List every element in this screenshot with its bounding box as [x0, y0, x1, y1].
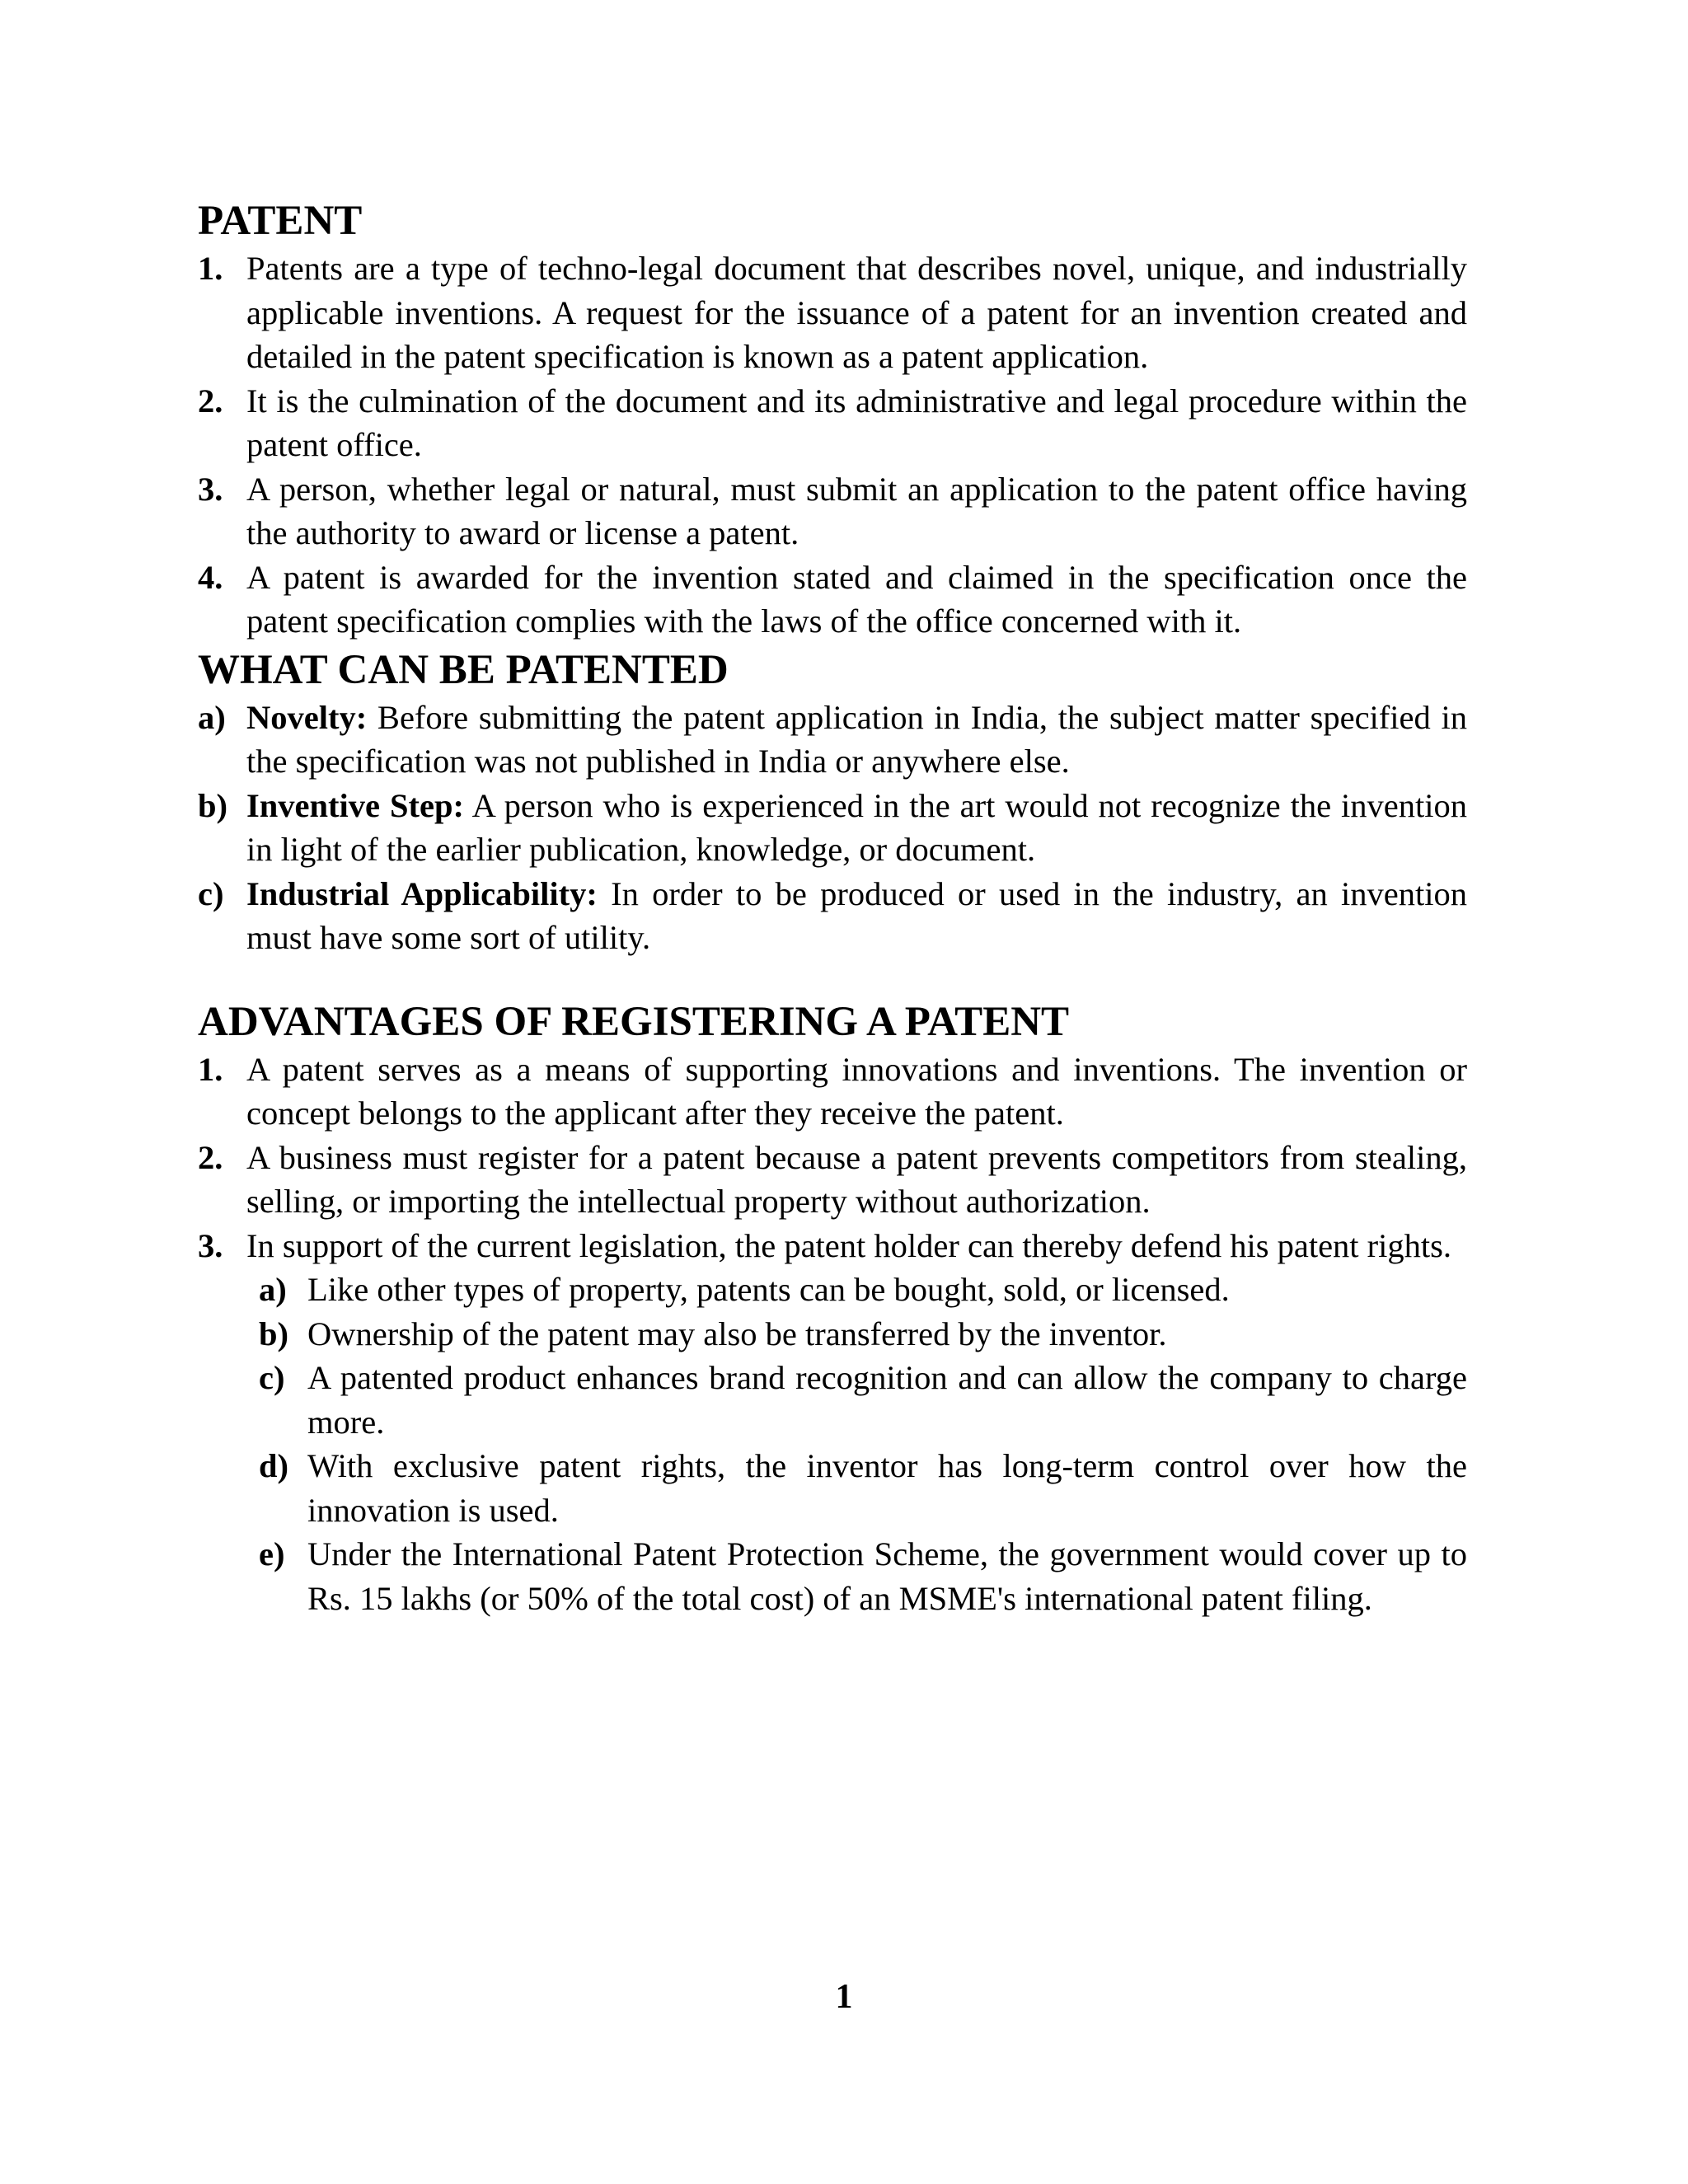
list-item-text: With exclusive patent rights, the inventor has long-term control over how the innovation is used.	[307, 1447, 1467, 1529]
patent-list	[198, 246, 1467, 644]
list-marker: a)	[198, 698, 226, 736]
list-item	[259, 1268, 1467, 1312]
section-heading-what-can-be-patented: WHAT CAN BE PATENTED	[198, 646, 729, 693]
list-item-text: Ownership of the patent may also be transferred by the inventor.	[307, 1315, 1167, 1352]
list-marker: 3.	[198, 1226, 223, 1264]
section-heading-patent: PATENT	[198, 198, 363, 244]
list-item-text: A patent serves as a means of supporting innovations and inventions. The invention or concept belongs to the applicant after they receive the patent.	[246, 1050, 1467, 1132]
list-item-text: In support of the current legislation, the patent holder can thereby defend his patent rights.	[246, 1226, 1452, 1264]
list-item-text: In order to be produced or used in the industry, an invention must have some sort of utility.	[246, 874, 1468, 956]
list-item-text: A business must register for a patent because a patent prevents competitors from stealing, selling, or importing the intellectual property without authorization.	[246, 1138, 1467, 1220]
list-item	[198, 379, 1467, 467]
list-item-text: Before submitting the patent application in India, the subject matter specified in the specification was not published in India or anywhere else.	[246, 698, 1467, 780]
list-marker: e)	[259, 1535, 285, 1572]
list-marker: 2.	[198, 1138, 223, 1176]
page-number: 1	[835, 1978, 853, 2016]
criterion-term: Inventive Step:	[246, 786, 464, 824]
list-item	[259, 1532, 1467, 1620]
list-item	[198, 1047, 1467, 1136]
document-page	[198, 185, 1467, 1620]
list-item	[259, 1444, 1467, 1532]
list-item-text: Under the International Patent Protection Scheme, the government would cover up to Rs. 15 lakhs (or 50% of the total cost) of an MSME's international patent filing.	[307, 1535, 1467, 1617]
list-item-text: A person who is experienced in the art would not recognize the invention in light of the earlier publication, knowledge, or document.	[246, 786, 1467, 868]
list-item	[198, 467, 1467, 555]
list-item-text: A patent is awarded for the invention stated and claimed in the specification once the patent specification complies with the laws of the office concerned with it.	[246, 558, 1467, 640]
list-marker: b)	[198, 786, 228, 824]
list-item	[198, 555, 1467, 644]
list-marker: 2.	[198, 382, 223, 419]
list-item	[259, 1356, 1467, 1444]
list-marker: a)	[259, 1271, 287, 1308]
list-marker: 1.	[198, 250, 223, 287]
list-marker: 3.	[198, 470, 223, 508]
advantages-list	[198, 1047, 1467, 1268]
list-item-text: A person, whether legal or natural, must submit an application to the patent office having the authority to award or license a patent.	[246, 470, 1467, 551]
list-item	[198, 696, 1467, 784]
list-marker: c)	[259, 1359, 285, 1396]
list-marker: d)	[259, 1447, 289, 1484]
section-heading-advantages: ADVANTAGES OF REGISTERING A PATENT	[198, 998, 1070, 1045]
patentability-criteria-list	[198, 696, 1467, 960]
list-marker: 4.	[198, 558, 223, 596]
list-marker: c)	[198, 874, 224, 912]
list-marker: 1.	[198, 1050, 223, 1088]
list-item	[198, 784, 1467, 872]
list-item-text: Patents are a type of techno-legal document that describes novel, unique, and industrially applicable inventions. A request for the issuance of a patent for an invention created and detailed in the patent specification is known as a patent application.	[246, 250, 1467, 375]
list-marker: b)	[259, 1315, 289, 1352]
list-item	[198, 1224, 1467, 1268]
advantages-sublist	[259, 1268, 1467, 1620]
list-item-text: A patented product enhances brand recognition and can allow the company to charge more.	[307, 1359, 1467, 1441]
list-item-text: It is the culmination of the document and its administrative and legal procedure within the patent office.	[246, 382, 1467, 463]
criterion-term: Industrial Applicability:	[246, 874, 598, 912]
list-item	[198, 872, 1467, 960]
list-item	[259, 1312, 1467, 1357]
list-item	[198, 1136, 1467, 1224]
list-item-text: Like other types of property, patents can be bought, sold, or licensed.	[307, 1271, 1230, 1308]
list-item	[198, 246, 1467, 379]
criterion-term: Novelty:	[246, 698, 368, 736]
